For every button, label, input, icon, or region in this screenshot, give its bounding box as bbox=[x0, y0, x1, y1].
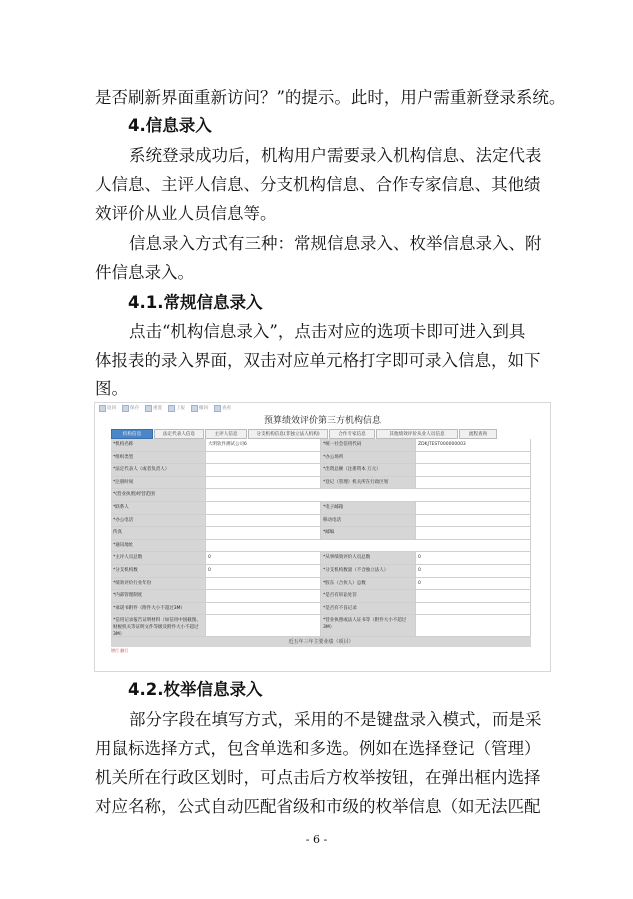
form-label: *股东（合伙人）总数 bbox=[321, 578, 416, 591]
toolbar-submit: 上报 bbox=[168, 405, 185, 412]
heading-4-2: 4.2.枚举信息录入 bbox=[128, 680, 263, 699]
form-field bbox=[206, 452, 321, 465]
form-field bbox=[206, 489, 531, 502]
paragraph-5-line-1: 部分字段在填写方式，采用的不是键盘录入模式，而是采 bbox=[129, 710, 542, 729]
form-field bbox=[416, 464, 531, 477]
form-field: 0 bbox=[416, 552, 531, 565]
form-label: *办公电话 bbox=[111, 515, 206, 528]
form-field bbox=[206, 540, 531, 553]
form-label: *营业执照或法人证书等（附件大小不超过3M） bbox=[321, 615, 416, 637]
tab-experts: 合作专家信息 bbox=[329, 429, 375, 439]
form-label: 移动电话 bbox=[321, 515, 416, 528]
form-field bbox=[416, 515, 531, 528]
paragraph-4-line-3: 图。 bbox=[95, 379, 128, 398]
paragraph-3-line-2: 件信息录入。 bbox=[95, 263, 194, 282]
form-field bbox=[206, 615, 321, 637]
form-label: *主评人员总数 bbox=[111, 552, 206, 565]
form-grid bbox=[111, 439, 531, 615]
form-field bbox=[206, 515, 321, 528]
paragraph-5-line-3: 机关所在行政区划时，可点击后方枚举按钮，在弹出框内选择 bbox=[95, 768, 541, 787]
form-field bbox=[206, 603, 321, 616]
paragraph-4-line-1: 点击“机构信息录入”，点击对应的选项卡即可进入到具 bbox=[129, 322, 526, 341]
form-label: *统一社会信用代码 bbox=[321, 439, 416, 452]
form-footer: 近五年三年主要业绩（项目） bbox=[111, 637, 531, 647]
embedded-form-screenshot bbox=[94, 402, 551, 672]
tab-branches: 分支机构信息(非独立法人机构) bbox=[248, 429, 328, 439]
form-field: 0 bbox=[416, 578, 531, 591]
tab-legal-rep: 法定代表人信息 bbox=[154, 429, 204, 439]
form-label: *出资总额（注册资本 万元） bbox=[321, 464, 416, 477]
paragraph-continuation: 是否刷新界面重新访问？”的提示。此时，用户需重新登录系统。 bbox=[95, 88, 566, 107]
form-label: *承诺书附件（附件大小不超过3M） bbox=[111, 603, 206, 616]
form-label: *机构名称 bbox=[111, 439, 206, 452]
form-field bbox=[206, 464, 321, 477]
form-label: *办公场所 bbox=[321, 452, 416, 465]
form-label: *法定代表人（或者负责人） bbox=[111, 464, 206, 477]
form-toolbar bbox=[95, 403, 550, 413]
paragraph-5-line-4: 对应名称，公式自动匹配省级和市级的枚举信息（如无法匹配 bbox=[95, 797, 541, 816]
toolbar-view: 查看 bbox=[214, 405, 231, 412]
form-label: *(营业执照)经营范围 bbox=[111, 489, 206, 502]
form-field bbox=[206, 578, 321, 591]
view-icon bbox=[214, 405, 221, 412]
return-icon bbox=[99, 405, 106, 412]
form-field bbox=[416, 502, 531, 515]
save-icon bbox=[122, 405, 129, 412]
paragraph-2-line-2: 人信息、主评人信息、分支机构信息、合作专家信息、其他绩 bbox=[95, 175, 541, 194]
form-field bbox=[416, 603, 531, 616]
form-field bbox=[206, 477, 321, 490]
form-field bbox=[206, 527, 321, 540]
form-tabs bbox=[111, 429, 531, 439]
form-bottom-note: 增行 删行 bbox=[111, 648, 129, 654]
form-label: *分支机构数 bbox=[111, 565, 206, 578]
form-label: *从事绩效评价人员总数 bbox=[321, 552, 416, 565]
form-label: *联系人 bbox=[111, 502, 206, 515]
form-field: 大明软件测试公司6 bbox=[206, 439, 321, 452]
form-label: *是否有不良记录 bbox=[321, 603, 416, 616]
toolbar-return: 返回 bbox=[99, 405, 116, 412]
form-label: *分支机构数量（不含独立法人） bbox=[321, 565, 416, 578]
toolbar-save: 保存 bbox=[122, 405, 139, 412]
withdraw-icon bbox=[191, 405, 198, 412]
form-label: *注册时间 bbox=[111, 477, 206, 490]
heading-4: 4.信息录入 bbox=[128, 116, 212, 135]
form-field bbox=[416, 452, 531, 465]
heading-4-1: 4.1.常规信息录入 bbox=[128, 293, 263, 312]
form-label: *登记（管理）机关所在行政区划 bbox=[321, 477, 416, 490]
form-field: 0 bbox=[416, 565, 531, 578]
form-field bbox=[206, 502, 321, 515]
paragraph-2-line-3: 效评价从业人员信息等。 bbox=[95, 204, 277, 223]
paragraph-5-line-2: 用鼠标选择方式，包含单选和多选。例如在选择登记（管理） bbox=[95, 739, 541, 758]
form-grid-tall-row bbox=[111, 615, 531, 637]
submit-icon bbox=[168, 405, 175, 412]
form-label: 传真 bbox=[111, 527, 206, 540]
form-field bbox=[416, 477, 531, 490]
reset-icon bbox=[145, 405, 152, 412]
form-field bbox=[416, 615, 531, 637]
form-field: 0 bbox=[206, 565, 321, 578]
paragraph-4-line-2: 体报表的录入界面，双击对应单元格打字即可录入信息，如下 bbox=[95, 351, 541, 370]
toolbar-reset: 重置 bbox=[145, 405, 162, 412]
form-field bbox=[416, 527, 531, 540]
tab-process: 流程查询 bbox=[459, 429, 497, 439]
tab-chief-evaluator: 主评人信息 bbox=[205, 429, 247, 439]
form-title: 预算绩效评价第三方机构信息 bbox=[263, 416, 381, 426]
paragraph-3-line-1: 信息录入方式有三种：常规信息录入、枚举信息录入、附 bbox=[129, 234, 542, 253]
tab-org-info: 机构信息 bbox=[111, 429, 153, 439]
form-field: 0 bbox=[206, 552, 321, 565]
form-label: *绩效评价行业年份 bbox=[111, 578, 206, 591]
form-label: *是否有诉讼处罚 bbox=[321, 590, 416, 603]
paragraph-2-line-1: 系统登录成功后，机构用户需要录入机构信息、法定代表 bbox=[129, 146, 542, 165]
form-label: *信用记录报告证明材料（如信用中国截图、财税机关等证明文件等级及附件大小不超过3M） bbox=[111, 615, 206, 637]
page-number: - 6 - bbox=[305, 833, 328, 846]
form-field bbox=[206, 590, 321, 603]
form-field bbox=[416, 590, 531, 603]
form-label: *电子邮箱 bbox=[321, 502, 416, 515]
form-label: *组织类型 bbox=[111, 452, 206, 465]
form-label: *内部管理制度 bbox=[111, 590, 206, 603]
tab-other-staff: 其他绩效评价从业人员信息 bbox=[376, 429, 458, 439]
form-label: *邮编 bbox=[321, 527, 416, 540]
toolbar-withdraw: 撤回 bbox=[191, 405, 208, 412]
form-label: *通讯地址 bbox=[111, 540, 206, 553]
form-field: ZDKJTEST000000003 bbox=[416, 439, 531, 452]
